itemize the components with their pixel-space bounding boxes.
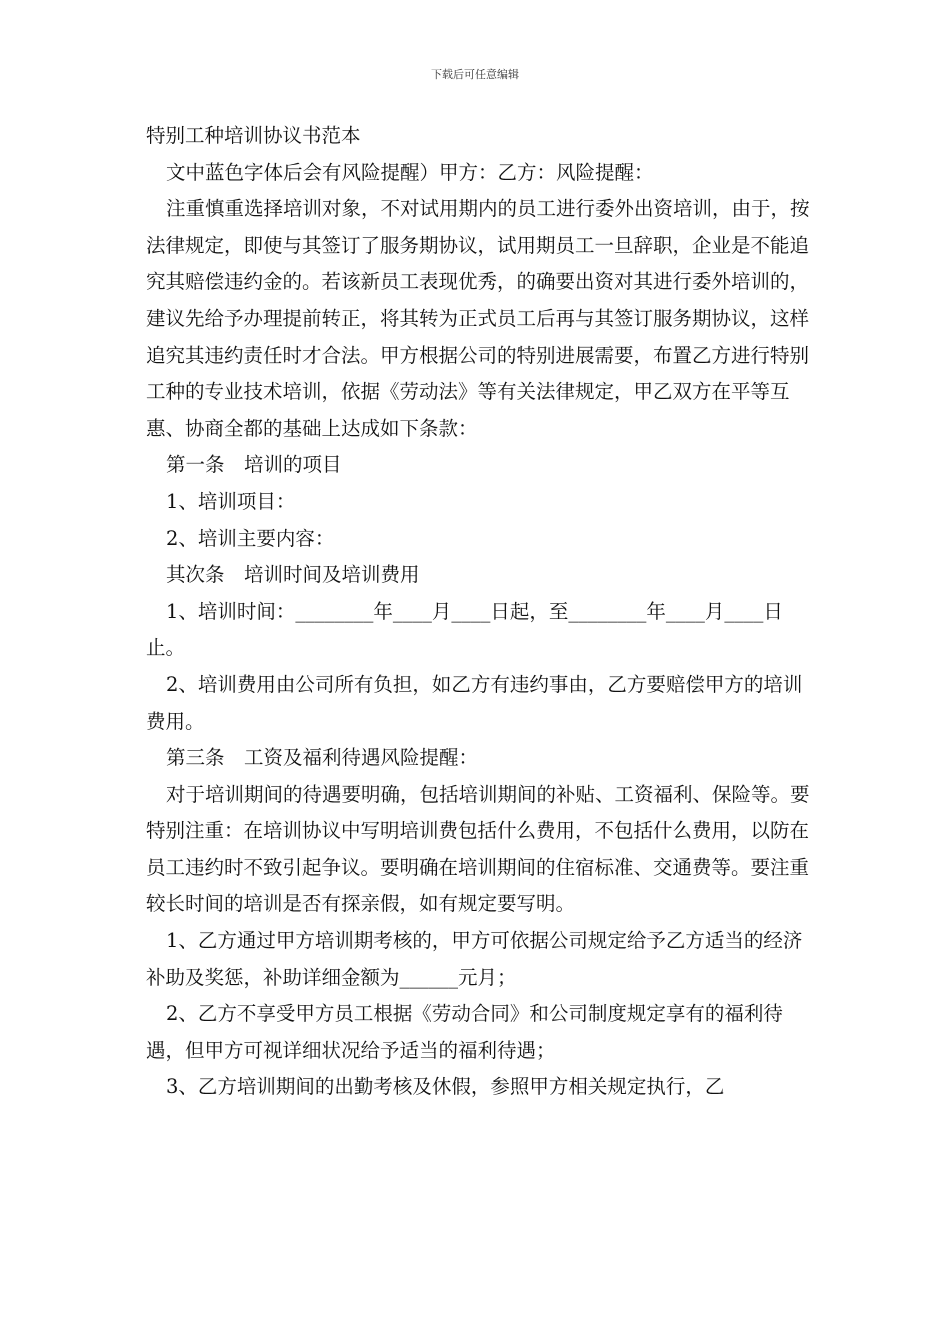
document-title: 特别工种培训协议书范本 xyxy=(146,124,361,147)
paragraph: 2、培训费用由公司所有负担，如乙方有违约事由，乙方要赔偿甲方的培训费用。 xyxy=(146,672,803,733)
article-heading: 其次条 培训时间及培训费用 xyxy=(166,563,420,587)
paragraph: 注重慎重选择培训对象，不对试用期内的员工进行委外出资培训，由于，按法律规定，即使与其签订了服务期协议，试用期员工一旦辞职，企业是不能追究其赔偿违约金的。若该新员工表现优秀，的确要出资对其进行委外培训的，建议先给予办理提前转正，将其转为正式员工后再与其签订服务期协议，这样追究其违约责任时才合法。甲方根据公司的特别进展需要，布置乙方进行特别工种的专业技术培训，依据《劳动法》等有关法律规定，甲乙双方在平等互惠、协商全都的基础上达成如下条款： xyxy=(146,197,810,440)
paragraph: 2、培训主要内容： xyxy=(166,526,335,550)
paragraph: 3、乙方培训期间的出勤考核及休假，参照甲方相关规定执行，乙 xyxy=(166,1075,725,1099)
paragraph: 对于培训期间的待遇要明确，包括培训期间的补贴、工资福利、保险等。要特别注重：在培训协议中写明培训费包括什么费用，不包括什么费用，以防在员工违约时不致引起争议。要明确在培训期间的住宿标准、交通费等。要注重较长时间的培训是否有探亲假，如有规定要写明。 xyxy=(146,782,810,916)
article-heading: 第一条 培训的项目 xyxy=(166,453,342,477)
paragraph: 1、培训时间：________年____月____日起，至________年____月____日止。 xyxy=(146,599,783,660)
document-body xyxy=(146,118,816,1106)
paragraph: 2、乙方不享受甲方员工根据《劳动合同》和公司制度规定享有的福利待遇，但甲方可视详细状况给予适当的福利待遇； xyxy=(146,1002,783,1062)
article-heading: 第三条 工资及福利待遇风险提醒： xyxy=(166,746,479,770)
page-header: 下载后可任意编辑 xyxy=(431,68,519,81)
paragraph: 1、培训项目： xyxy=(166,489,296,513)
paragraph: 1、乙方通过甲方培训期考核的，甲方可依据公司规定给予乙方适当的经济补助及奖惩，补助详细金额为______元月； xyxy=(146,929,803,989)
paragraph: 文中蓝色字体后会有风险提醒）甲方：乙方：风险提醒： xyxy=(166,160,654,184)
